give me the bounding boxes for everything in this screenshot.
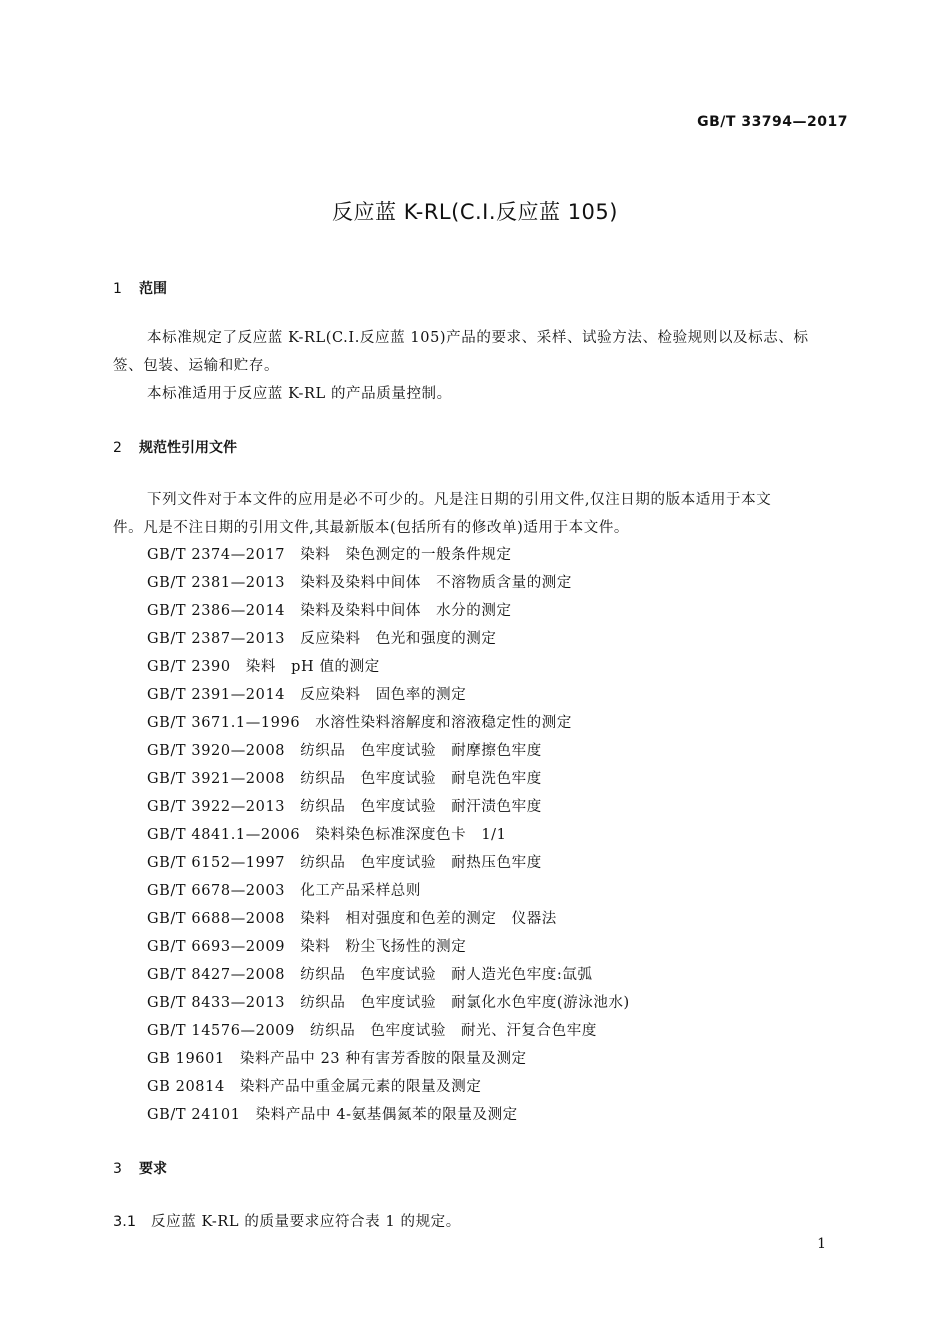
reference-item: GB/T 2381—2013 染料及染料中间体 不溶物质含量的测定 [147, 575, 573, 591]
normative-reference-list [147, 544, 630, 1132]
section-1-heading [113, 278, 167, 298]
reference-item: GB 19601 染料产品中 23 种有害芳香胺的限量及测定 [147, 1051, 527, 1067]
standard-number: GB/T 33794—2017 [697, 114, 848, 130]
reference-item: GB/T 2391—2014 反应染料 固色率的测定 [147, 687, 467, 703]
scope-paragraph-line-2: 签、包装、运输和贮存。 [113, 358, 280, 374]
reference-item: GB/T 6688—2008 染料 相对强度和色差的测定 仪器法 [147, 911, 557, 927]
page-number: 1 [817, 1236, 826, 1252]
section-2-number: 2 [113, 440, 122, 456]
section-3-number: 3 [113, 1161, 122, 1177]
section-1-title: 范围 [139, 281, 167, 297]
section-1-number: 1 [113, 281, 122, 297]
reference-item: GB 20814 染料产品中重金属元素的限量及测定 [147, 1079, 482, 1095]
reference-item: GB/T 2386—2014 染料及染料中间体 水分的测定 [147, 603, 512, 619]
reference-item: GB/T 2374—2017 染料 染色测定的一般条件规定 [147, 547, 512, 563]
section-2-title: 规范性引用文件 [139, 440, 237, 456]
clause-3-1 [113, 1210, 461, 1231]
references-intro-line-1: 下列文件对于本文件的应用是必不可少的。凡是注日期的引用文件,仅注日期的版本适用于本文 [147, 492, 772, 508]
clause-3-1-number: 3.1 [113, 1214, 137, 1230]
reference-item: GB/T 3920—2008 纺织品 色牢度试验 耐摩擦色牢度 [147, 743, 542, 759]
reference-item: GB/T 4841.1—2006 染料染色标准深度色卡 1/1 [147, 827, 507, 843]
reference-item: GB/T 8433—2013 纺织品 色牢度试验 耐氯化水色牢度(游泳池水) [147, 995, 630, 1011]
reference-item: GB/T 24101 染料产品中 4-氨基偶氮苯的限量及测定 [147, 1107, 518, 1123]
reference-item: GB/T 6693—2009 染料 粉尘飞扬性的测定 [147, 939, 467, 955]
reference-item: GB/T 6678—2003 化工产品采样总则 [147, 883, 422, 899]
document-title: 反应蓝 K-RL(C.I.反应蓝 105) [332, 200, 618, 224]
reference-item: GB/T 8427—2008 纺织品 色牢度试验 耐人造光色牢度:氙弧 [147, 967, 593, 983]
reference-item: GB/T 6152—1997 纺织品 色牢度试验 耐热压色牢度 [147, 855, 542, 871]
section-2-heading [113, 437, 237, 457]
reference-item: GB/T 2390 染料 pH 值的测定 [147, 659, 380, 675]
clause-3-1-text: 反应蓝 K-RL 的质量要求应符合表 1 的规定。 [151, 1214, 461, 1230]
reference-item: GB/T 3921—2008 纺织品 色牢度试验 耐皂洗色牢度 [147, 771, 542, 787]
reference-item: GB/T 2387—2013 反应染料 色光和强度的测定 [147, 631, 497, 647]
scope-applicability: 本标准适用于反应蓝 K-RL 的产品质量控制。 [147, 386, 452, 402]
reference-item: GB/T 3671.1—1996 水溶性染料溶解度和溶液稳定性的测定 [147, 715, 572, 731]
section-3-heading [113, 1158, 167, 1178]
scope-paragraph-line-1: 本标准规定了反应蓝 K-RL(C.I.反应蓝 105)产品的要求、采样、试验方法、检验规则以及标志、标 [147, 330, 809, 346]
reference-item: GB/T 3922—2013 纺织品 色牢度试验 耐汗渍色牢度 [147, 799, 542, 815]
reference-item: GB/T 14576—2009 纺织品 色牢度试验 耐光、汗复合色牢度 [147, 1023, 597, 1039]
section-3-title: 要求 [139, 1161, 167, 1177]
references-intro-line-2: 件。凡是不注日期的引用文件,其最新版本(包括所有的修改单)适用于本文件。 [113, 520, 630, 536]
